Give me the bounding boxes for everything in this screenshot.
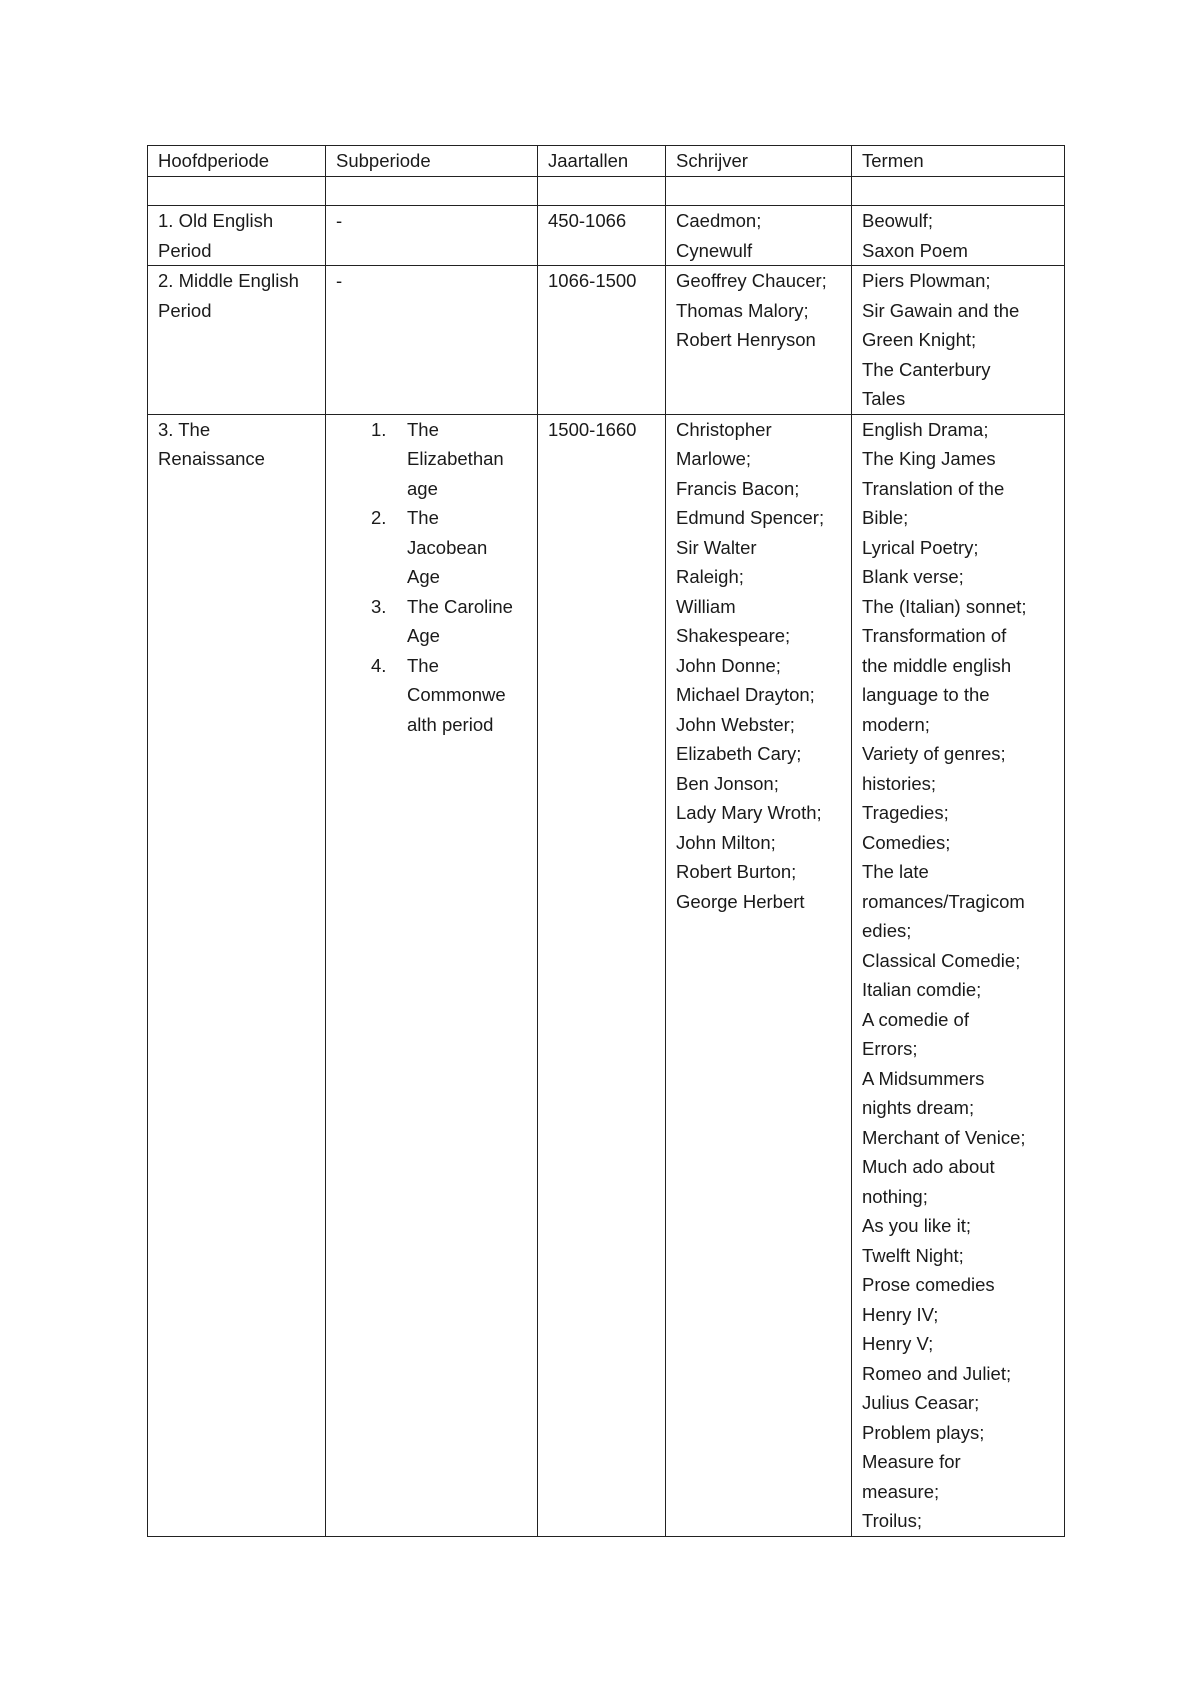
cell-jaartallen: 1500-1660 — [538, 414, 666, 1536]
cell-line: Saxon Poem — [862, 239, 968, 261]
cell-hoofdperiode — [148, 266, 326, 415]
list-number: 4. — [371, 654, 387, 676]
cell-line: Twelft Night; — [862, 1244, 964, 1266]
cell-subperiode: - — [326, 206, 538, 266]
cell-line: Sir Gawain and the — [862, 299, 1020, 321]
cell-jaartallen: 450-1066 — [538, 206, 666, 266]
cell-line: Christopher — [676, 418, 772, 440]
cell-line: histories; — [862, 772, 937, 794]
list-item — [336, 415, 531, 504]
cell-line: Period — [158, 239, 212, 261]
cell-termen — [852, 266, 1065, 415]
cell-line: Tragedies; — [862, 802, 949, 823]
cell-termen — [852, 206, 1065, 266]
cell-line: Errors; — [862, 1038, 918, 1059]
cell-line: Prose comedies — [862, 1274, 995, 1295]
cell-line: The (Italian) sonnet; — [862, 595, 1027, 617]
cell-line: Michael Drayton; — [676, 684, 815, 705]
cell-schrijver — [666, 414, 852, 1536]
cell-line: John Webster; — [676, 713, 795, 735]
cell-line: A comedie of — [862, 1008, 969, 1030]
cell-line: Cynewulf — [676, 239, 753, 261]
cell-line: Period — [158, 299, 212, 321]
cell-line: Comedies; — [862, 831, 951, 853]
cell-line: A Midsummers — [862, 1067, 985, 1089]
cell-line: As you like it; — [862, 1215, 971, 1236]
cell-line: nothing; — [862, 1185, 928, 1207]
cell-line: The — [407, 418, 439, 440]
list-item — [336, 503, 531, 592]
cell-subperiode — [326, 414, 538, 1536]
cell-line: Renaissance — [158, 448, 265, 469]
list-number: 3. — [371, 595, 387, 617]
list-number: 2. — [371, 507, 387, 528]
cell-hoofdperiode — [148, 206, 326, 266]
cell-line: 1. Old English — [158, 210, 274, 231]
subperiode-list — [336, 415, 531, 740]
cell-line: nights dream; — [862, 1097, 975, 1118]
cell-line: Francis Bacon; — [676, 477, 800, 499]
cell-line: Blank verse; — [862, 566, 964, 587]
cell-line: English Drama; — [862, 418, 989, 440]
cell-line: Henry V; — [862, 1333, 934, 1354]
cell-line: Raleigh; — [676, 566, 744, 587]
header-subperiode: Subperiode — [326, 146, 538, 177]
cell-line: Beowulf; — [862, 210, 933, 231]
cell-line: George Herbert — [676, 890, 805, 912]
cell-line: Julius Ceasar; — [862, 1392, 980, 1413]
cell-line: Ben Jonson; — [676, 772, 779, 794]
cell-line: measure; — [862, 1480, 940, 1502]
cell-line: Jacobean — [407, 536, 488, 558]
cell-line: Elizabeth Cary; — [676, 743, 802, 764]
cell-line: The late — [862, 861, 929, 882]
cell-line: Henry IV; — [862, 1303, 939, 1325]
cell-line: Troilus; — [862, 1510, 922, 1531]
cell-line: Variety of genres; — [862, 743, 1006, 764]
cell-line: Problem plays; — [862, 1421, 985, 1443]
header-schrijver: Schrijver — [666, 146, 852, 177]
cell-line: Merchant of Venice; — [862, 1126, 1026, 1148]
cell-jaartallen: 1066-1500 — [538, 266, 666, 415]
cell-line: Caedmon; — [676, 210, 762, 231]
cell-line: Commonwe — [407, 684, 506, 705]
cell-line: Marlowe; — [676, 448, 752, 469]
cell-line: modern; — [862, 713, 930, 735]
cell-termen — [852, 414, 1065, 1536]
cell-line: language to the — [862, 684, 990, 705]
table-row-old-english — [148, 206, 1065, 266]
literature-periods-table — [147, 145, 1065, 1537]
cell-line: Green Knight; — [862, 329, 977, 350]
cell-line: Italian comdie; — [862, 979, 982, 1000]
cell-line: The Canterbury — [862, 358, 991, 380]
cell-line: alth period — [407, 713, 494, 735]
cell-hoofdperiode — [148, 414, 326, 1536]
cell-line: edies; — [862, 920, 912, 941]
cell-line: romances/Tragicom — [862, 890, 1025, 912]
list-item — [336, 651, 531, 740]
cell-line: The King James — [862, 448, 996, 469]
cell-schrijver — [666, 206, 852, 266]
cell-line: Translation of the — [862, 477, 1005, 499]
header-termen: Termen — [852, 146, 1065, 177]
cell-line: Transformation of — [862, 625, 1007, 646]
cell-line: Romeo and Juliet; — [862, 1362, 1012, 1384]
cell-line: Lyrical Poetry; — [862, 536, 979, 558]
cell-line: Bible; — [862, 507, 909, 528]
cell-line: Tales — [862, 388, 906, 409]
cell-line: Edmund Spencer; — [676, 507, 825, 528]
cell-line: Much ado about — [862, 1156, 995, 1177]
cell-line: John Milton; — [676, 831, 776, 853]
cell-line: The — [407, 507, 439, 528]
table-row-middle-english — [148, 266, 1065, 415]
cell-line: Classical Comedie; — [862, 949, 1021, 971]
cell-line: Age — [407, 566, 440, 587]
cell-line: The — [407, 654, 439, 676]
header-jaartallen: Jaartallen — [538, 146, 666, 177]
cell-line: John Donne; — [676, 654, 781, 676]
cell-line: Piers Plowman; — [862, 270, 991, 291]
cell-subperiode: - — [326, 266, 538, 415]
header-hoofdperiode: Hoofdperiode — [148, 146, 326, 177]
cell-line: William — [676, 595, 736, 617]
list-number: 1. — [371, 418, 387, 440]
cell-line: Age — [407, 625, 440, 646]
cell-line: Sir Walter — [676, 536, 757, 558]
cell-line: Robert Henryson — [676, 329, 816, 350]
cell-line: Measure for — [862, 1451, 961, 1472]
cell-line: Robert Burton; — [676, 861, 797, 882]
table-header-row — [148, 146, 1065, 177]
cell-line: 2. Middle English — [158, 270, 299, 291]
cell-line: Elizabethan — [407, 448, 504, 469]
cell-schrijver — [666, 266, 852, 415]
cell-line: The Caroline — [407, 595, 513, 617]
cell-line: Shakespeare; — [676, 625, 791, 646]
list-item — [336, 592, 531, 651]
cell-line: Geoffrey Chaucer; — [676, 270, 827, 291]
cell-line: 3. The — [158, 418, 211, 440]
cell-line: Thomas Malory; — [676, 299, 809, 321]
cell-line: the middle english — [862, 654, 1012, 676]
empty-row — [148, 177, 1065, 206]
table-row-renaissance — [148, 414, 1065, 1536]
cell-line: Lady Mary Wroth; — [676, 802, 822, 823]
cell-line: age — [407, 477, 438, 499]
